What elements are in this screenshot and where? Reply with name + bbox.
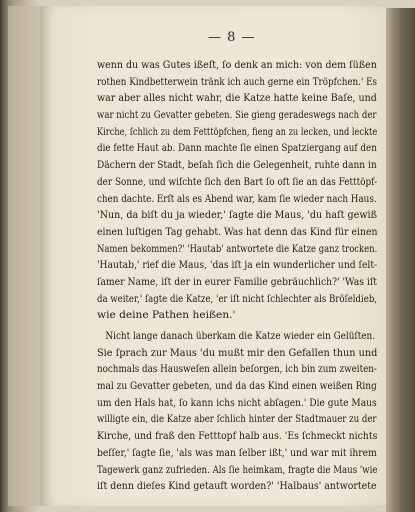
text-line: da weiter,' ſagte die Katze, 'er iſt nicht ſchlechter als Bröſeldieb, xyxy=(97,292,378,305)
binding-shadow xyxy=(386,8,415,512)
text-line: Dächern der Stadt, beſah ſich die Gelegenheit, ruhte dann in xyxy=(97,159,377,172)
text-line: chen dachte. Erſt als es Abend war, kam ſie wieder nach Haus. xyxy=(97,192,377,205)
text-line: iſt denn dieſes Kind getauft worden?' 'Halbaus' antwortete xyxy=(97,480,377,493)
paragraph-2 xyxy=(97,328,377,495)
text-line: der Sonne, und wiſchte ſich den Bart ſo oft ſie an das Fetttöpf- xyxy=(97,175,378,188)
text-line: um den Hals hat, ſo kann ichs nicht abſagen.' Die gute Maus xyxy=(97,396,377,409)
text-line: 'Nun, da biſt du ja wieder,' ſagte die Maus, 'du haſt gewiß xyxy=(97,209,377,222)
text-line: Tagewerk ganz zufrieden. Als ſie heimkam, fragte die Maus 'wie xyxy=(97,463,378,476)
text-line: war aber alles nicht wahr, die Katze hatte keine Baſe, und xyxy=(97,92,377,105)
text-line: rothen Kindbetterwein tränk ich auch gerne ein Tröpfchen.' Es xyxy=(97,75,378,88)
text-line: einen luſtigen Tag gehabt. Was hat denn das Kind für einen xyxy=(97,225,378,238)
body-text xyxy=(97,57,377,495)
text-line: wenn du was Gutes ißeſt, ſo denk an mich: von dem ſüßen xyxy=(97,59,377,71)
text-line: die fette Haut ab. Dann machte ſie einen Spatziergang auf den xyxy=(97,142,377,155)
text-line: mal zu Gevatter gebeten, und da das Kind einen weißen Ring xyxy=(97,380,377,393)
text-line: willigte ein, die Katze aber ſchlich hinter der Stadtmauer zu der xyxy=(97,413,377,426)
text-line: Kirche, und fraß den Fetttopf halb aus. 'Es ſchmeckt nichts xyxy=(97,430,378,443)
text-line: Nicht lange danach überkam die Katze wieder ein Gelüſten. xyxy=(105,330,376,342)
text-line: nochmals das Hausweſen allein beſorgen, ich bin zum zweiten- xyxy=(97,363,377,376)
text-line: wie deine Pathen heißen.' xyxy=(97,309,236,322)
text-line: Sie ſprach zur Maus 'du mußt mir den Gefallen thun und xyxy=(97,346,378,359)
text-line: ſamer Name, iſt der in eurer Familie gebräuchlich?' 'Was iſt xyxy=(97,275,378,288)
paragraph-1 xyxy=(97,57,377,324)
text-line: war nicht zu Gevatter gebeten. Sie gieng geradeswegs nach der xyxy=(97,109,377,122)
text-line: Namen bekommen?' 'Hautab' antwortete die Katze ganz trocken. xyxy=(97,242,378,255)
text-line: beſſer,' ſagte ſie, 'als was man ſelber ißt,' und war mit ihrem xyxy=(97,446,377,459)
page-number: — 8 — xyxy=(208,30,256,45)
text-line: 'Hautab,' rief die Maus, 'das iſt ja ein wunderlicher und ſelt- xyxy=(97,259,378,272)
text-line: Kirche, ſchlich zu dem Fetttöpfchen, fieng an zu lecken, und leckte xyxy=(97,125,378,138)
